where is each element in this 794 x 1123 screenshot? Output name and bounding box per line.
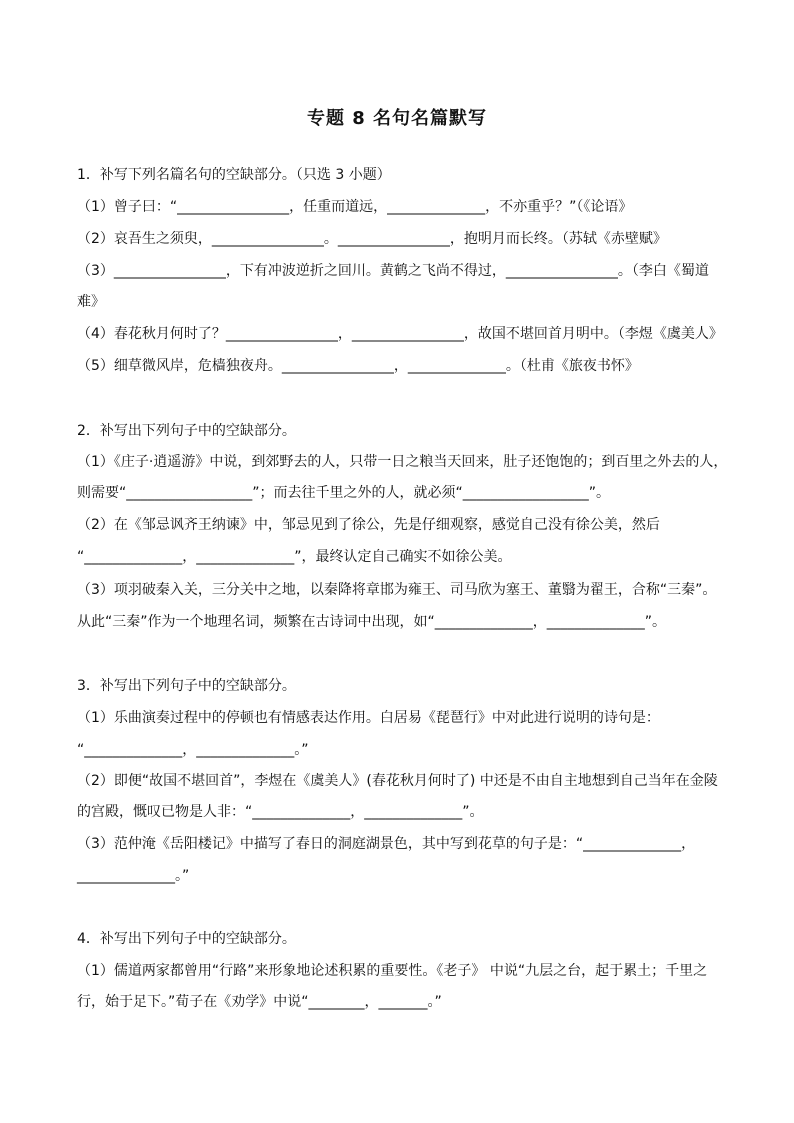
question-3-line: （1）乐曲演奏过程中的停顿也有情感表达作用。白居易《琵琶行》中对此进行说明的诗句是： [77,710,660,726]
question-3-line: （3）范仲淹《岳阳楼记》中描写了春日的洞庭湖景色，其中写到花草的句子是：“______________， [77,836,696,852]
question-2-line: 则需要“__________________”；而去往千里之外的人，就必须“__________________”。 [77,485,611,501]
question-1-line: （1）曾子曰：“________________，任重而道远，______________，不亦重乎？”（《论语》 [77,199,633,215]
question-2-line: （3）项羽破秦入关，三分关中之地，以秦降将章邯为雍王、司马欣为塞王、董翳为翟王，合称“三秦”。 [77,582,717,598]
question-4-line: 行，始于足下。”荀子在《劝学》中说“________，_______。” [77,994,442,1010]
question-1-line: （2）哀吾生之须臾，________________。________________，抱明月而长终。（苏轼《赤壁赋》 [77,231,667,247]
question-2-line: 从此“三秦”作为一个地理名词，频繁在古诗词中出现，如“______________，______________”。 [77,614,667,630]
question-1-line: （5）细草微风岸，危樯独夜舟。________________，______________。（杜甫《旅夜书怀》 [77,358,639,374]
question-3-line: ______________。” [77,868,190,884]
question-2-heading: 2．补写出下列句子中的空缺部分。 [77,423,296,439]
question-4-heading: 4．补写出下列句子中的空缺部分。 [77,931,296,947]
question-3-line: （2）即便“故国不堪回首”，李煜在《虞美人》(春花秋月何时了) 中还是不由自主地想到自己当年在金陵 [77,773,718,789]
question-1-line: （4）春花秋月何时了？________________，________________，故国不堪回首月明中。（李煜《虞美人》 [77,326,723,342]
question-3-line: 的宫殿，慨叹已物是人非：“______________，______________”。 [77,804,484,820]
question-4-line: （1）儒道两家都曾用“行路”来形象地论述积累的重要性。《老子》 中说“九层之台，起于累土；千里之 [77,963,708,979]
question-1-heading: 1．补写下列名篇名句的空缺部分。（只选 3 小题） [77,167,391,183]
question-2-line: （1）《庄子·逍遥游》中说，到郊野去的人，只带一日之粮当天回来，肚子还饱饱的；到百里之外去的人， [77,454,728,470]
question-2-line: （2）在《邹忌讽齐王纳谏》中，邹忌见到了徐公，先是仔细观察，感觉自己没有徐公美，然后 [77,517,660,533]
question-2-line: “______________，______________”，最终认定自己确实不如徐公美。 [77,549,512,565]
question-1-line: （3）________________，下有冲波逆折之回川。黄鹤之飞尚不得过，________________。（李白《蜀道 [77,263,709,279]
question-1-line: 难》 [77,294,105,310]
question-3-heading: 3．补写出下列句子中的空缺部分。 [77,678,296,694]
page-title: 专题 8 名句名篇默写 [306,108,488,129]
question-3-line: “______________，______________。” [77,742,309,758]
